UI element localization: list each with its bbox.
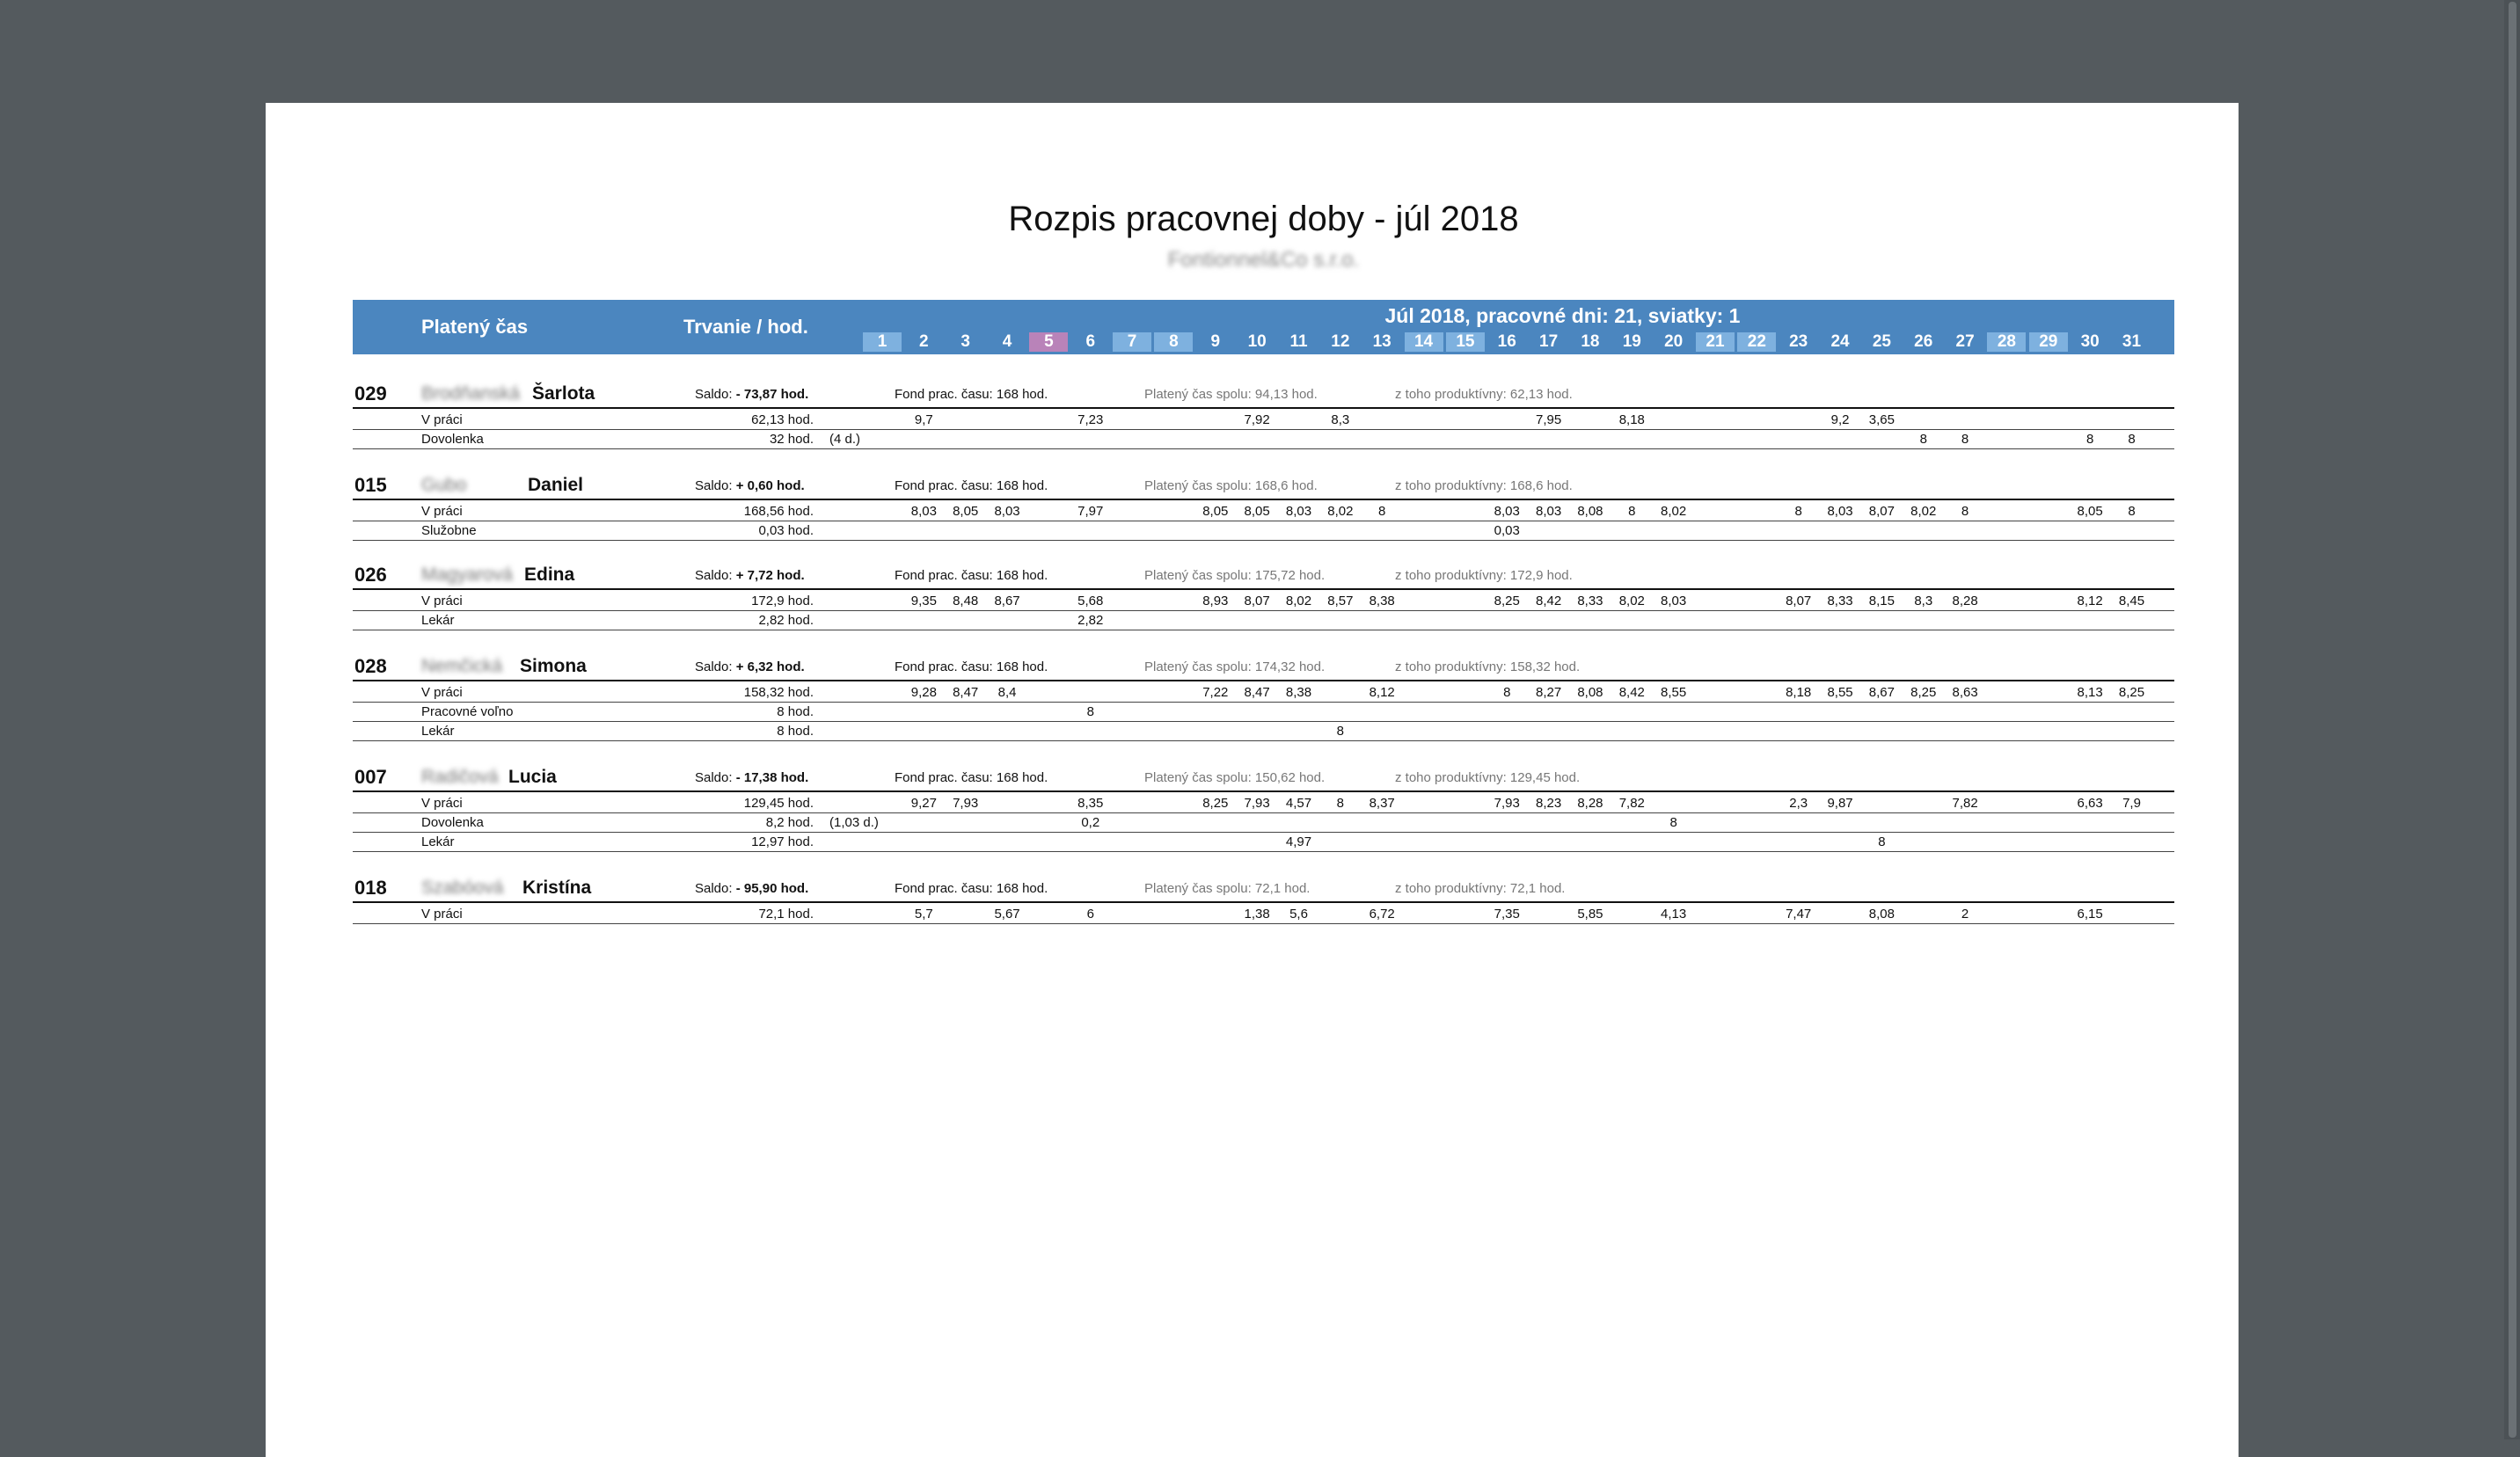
table-row xyxy=(353,812,2174,833)
day-value: 8,63 xyxy=(1952,685,1978,700)
row-label: Dovolenka xyxy=(421,815,484,830)
table-row xyxy=(353,832,2174,852)
day-value: 8,05 xyxy=(1202,504,1229,519)
day-value: 9,2 xyxy=(1830,412,1850,427)
day-value: 8,18 xyxy=(1618,412,1645,427)
report-title: Rozpis pracovnej doby - júl 2018 xyxy=(1008,200,1519,238)
day-value: 8,37 xyxy=(1369,796,1395,811)
day-value: 7,93 xyxy=(1494,796,1520,811)
day-value: 8,08 xyxy=(1868,907,1895,922)
employee-first-name: Edina xyxy=(524,565,575,585)
employee-number: 026 xyxy=(354,564,387,586)
day-value: 6,63 xyxy=(2077,796,2103,811)
header-day-5: 5 xyxy=(1029,332,1068,352)
employee-saldo xyxy=(695,478,805,493)
table-row xyxy=(353,702,2174,722)
employee-number: 028 xyxy=(354,655,387,677)
header-paid-time: Platený čas xyxy=(421,316,529,338)
header-day-29: 29 xyxy=(2029,332,2068,352)
table-row xyxy=(353,682,2174,703)
header-day-4: 4 xyxy=(1002,332,1012,351)
day-value: 9,35 xyxy=(910,594,937,608)
document-page xyxy=(266,103,2239,1457)
header-duration: Trvanie / hod. xyxy=(683,316,808,338)
employee-first-name: Simona xyxy=(520,656,587,676)
day-value: 8,25 xyxy=(1910,685,1937,700)
day-value: 7,9 xyxy=(2122,796,2141,811)
day-value: 2,3 xyxy=(1789,796,1808,811)
day-value: 6 xyxy=(1086,907,1094,922)
row-total: 172,9 hod. xyxy=(751,594,814,608)
employee-fond: Fond prac. času: 168 hod. xyxy=(895,568,1048,583)
employee-header xyxy=(353,764,2174,792)
employee-first-name: Daniel xyxy=(528,475,584,495)
day-value: 8,42 xyxy=(1618,685,1645,700)
day-value: 8 xyxy=(1336,796,1345,811)
day-value: 5,7 xyxy=(914,907,933,922)
header-day-9: 9 xyxy=(1210,332,1221,351)
day-value: 8,02 xyxy=(1285,594,1312,608)
row-total: 0,03 hod. xyxy=(758,523,814,538)
day-value: 8 xyxy=(1669,815,1677,830)
employee-productive: z toho produktívny: 72,1 hod. xyxy=(1395,881,1566,896)
day-value: 5,68 xyxy=(1077,594,1104,608)
day-value: 8,13 xyxy=(2077,685,2103,700)
employee-fond: Fond prac. času: 168 hod. xyxy=(895,659,1048,674)
employee-number: 029 xyxy=(354,382,387,404)
day-value: 8,07 xyxy=(1786,594,1812,608)
row-label: V práci xyxy=(421,594,463,608)
day-value: 8,25 xyxy=(2118,685,2145,700)
employee-header xyxy=(353,381,2174,409)
header-day-8: 8 xyxy=(1154,332,1193,352)
day-value: 8,4 xyxy=(997,685,1017,700)
day-value: 2,82 xyxy=(1077,613,1104,628)
day-value: 7,97 xyxy=(1077,504,1104,519)
table-header xyxy=(353,300,2174,354)
row-label: Pracovné voľno xyxy=(421,704,514,719)
employee-saldo xyxy=(695,881,808,896)
header-day-15: 15 xyxy=(1446,332,1485,352)
row-label: V práci xyxy=(421,907,463,922)
day-value: 8,38 xyxy=(1369,594,1395,608)
day-value: 8,27 xyxy=(1535,685,1562,700)
day-value: 6,15 xyxy=(2077,907,2103,922)
day-value: 8,55 xyxy=(1827,685,1853,700)
saldo-value: + 6,32 hod. xyxy=(732,659,805,674)
day-value: 8,02 xyxy=(1661,504,1687,519)
header-day-13: 13 xyxy=(1372,332,1391,351)
saldo-label: Saldo: xyxy=(695,568,733,583)
day-value: 1,38 xyxy=(1244,907,1270,922)
day-value: 9,28 xyxy=(910,685,937,700)
day-value: 4,57 xyxy=(1285,796,1312,811)
day-value: 8,33 xyxy=(1577,594,1603,608)
day-value: 8,03 xyxy=(1535,504,1562,519)
header-day-10: 10 xyxy=(1247,332,1267,351)
employee-saldo xyxy=(695,659,805,674)
employee-number: 007 xyxy=(354,766,387,788)
row-label: Lekár xyxy=(421,724,455,739)
employee-paid-total: Platený čas spolu: 174,32 hod. xyxy=(1144,659,1326,674)
row-label: Lekár xyxy=(421,613,455,628)
header-day-17: 17 xyxy=(1539,332,1559,351)
day-value: 8,03 xyxy=(1661,594,1687,608)
day-value: 9,87 xyxy=(1827,796,1853,811)
day-value: 8,02 xyxy=(1327,504,1354,519)
day-value: 8,12 xyxy=(2077,594,2103,608)
company-name: Fontionnel&Co s.r.o. xyxy=(1167,248,1360,272)
day-value: 8 xyxy=(1086,704,1094,719)
day-value: 4,97 xyxy=(1285,834,1312,849)
employee-productive: z toho produktívny: 158,32 hod. xyxy=(1395,659,1581,674)
day-value: 8,67 xyxy=(1868,685,1895,700)
day-value: 7,93 xyxy=(953,796,979,811)
day-value: 7,82 xyxy=(1618,796,1645,811)
employee-first-name: Kristína xyxy=(522,878,592,898)
row-label: V práci xyxy=(421,412,463,427)
employee-paid-total: Platený čas spolu: 175,72 hod. xyxy=(1144,568,1326,583)
row-label: Dovolenka xyxy=(421,432,484,447)
employee-surname: Radičová xyxy=(421,767,499,787)
employee-paid-total: Platený čas spolu: 168,6 hod. xyxy=(1144,478,1318,493)
scrollbar-thumb[interactable] xyxy=(2509,2,2516,1438)
day-value: 8,48 xyxy=(953,594,979,608)
day-value: 8,03 xyxy=(1285,504,1312,519)
row-total: 62,13 hod. xyxy=(751,412,814,427)
row-total: 8 hod. xyxy=(777,704,814,719)
header-day-30: 30 xyxy=(2080,332,2100,351)
employee-surname: Magyarová xyxy=(421,565,513,585)
employee-saldo xyxy=(695,387,808,402)
day-value: 8,67 xyxy=(994,594,1020,608)
header-day-20: 20 xyxy=(1664,332,1684,351)
header-day-6: 6 xyxy=(1085,332,1096,351)
employee-fond: Fond prac. času: 168 hod. xyxy=(895,770,1048,785)
day-value: 8,42 xyxy=(1535,594,1562,608)
header-day-31: 31 xyxy=(2122,332,2142,351)
employee-saldo xyxy=(695,770,808,785)
day-value: 7,92 xyxy=(1244,412,1270,427)
day-value: 8,05 xyxy=(1244,504,1270,519)
day-value: 8,05 xyxy=(2077,504,2103,519)
day-value: 7,23 xyxy=(1077,412,1104,427)
row-total: 168,56 hod. xyxy=(743,504,814,519)
day-value: 8,25 xyxy=(1494,594,1520,608)
day-value: 8 xyxy=(1961,504,1969,519)
employee-first-name: Šarlota xyxy=(532,383,595,404)
header-day-7: 7 xyxy=(1113,332,1151,352)
table-row xyxy=(353,591,2174,611)
employee-saldo xyxy=(695,568,805,583)
header-day-11: 11 xyxy=(1289,332,1308,351)
day-value: 8,28 xyxy=(1952,594,1978,608)
day-value: 3,65 xyxy=(1868,412,1895,427)
header-day-22: 22 xyxy=(1737,332,1776,352)
employee-paid-total: Platený čas spolu: 72,1 hod. xyxy=(1144,881,1311,896)
table-row xyxy=(353,793,2174,813)
employee-productive: z toho produktívny: 172,9 hod. xyxy=(1395,568,1573,583)
day-value: 8 xyxy=(1794,504,1802,519)
day-value: 8 xyxy=(1378,504,1386,519)
day-value: 8,05 xyxy=(953,504,979,519)
day-value: 5,67 xyxy=(994,907,1020,922)
day-value: 7,95 xyxy=(1535,412,1562,427)
day-value: 0,03 xyxy=(1494,523,1520,538)
saldo-label: Saldo: xyxy=(695,881,733,896)
row-label: V práci xyxy=(421,796,463,811)
header-day-28: 28 xyxy=(1987,332,2026,352)
day-value: 5,6 xyxy=(1289,907,1308,922)
day-value: 8,28 xyxy=(1577,796,1603,811)
day-value: 8,45 xyxy=(2118,594,2145,608)
header-day-3: 3 xyxy=(961,332,970,351)
day-value: 8,23 xyxy=(1535,796,1562,811)
saldo-value: + 0,60 hod. xyxy=(732,478,805,493)
header-day-16: 16 xyxy=(1497,332,1516,351)
header-day-26: 26 xyxy=(1914,332,1933,351)
employee-header xyxy=(353,472,2174,500)
day-value: 8 xyxy=(2085,432,2094,447)
header-day-18: 18 xyxy=(1581,332,1600,351)
saldo-value: - 17,38 hod. xyxy=(732,770,809,785)
employee-surname: Gubo xyxy=(421,475,467,495)
day-value: 8,15 xyxy=(1868,594,1895,608)
day-value: 0,2 xyxy=(1081,815,1100,830)
day-value: 8,35 xyxy=(1077,796,1104,811)
employee-fond: Fond prac. času: 168 hod. xyxy=(895,881,1048,896)
day-value: 8,02 xyxy=(1618,594,1645,608)
day-value: 8,25 xyxy=(1202,796,1229,811)
employee-header xyxy=(353,562,2174,590)
employee-surname: Brodňanská xyxy=(421,383,521,404)
employee-paid-total: Platený čas spolu: 94,13 hod. xyxy=(1144,387,1318,402)
employee-fond: Fond prac. času: 168 hod. xyxy=(895,478,1048,493)
day-value: 8,57 xyxy=(1327,594,1354,608)
scrollbar-track[interactable] xyxy=(2504,0,2520,1439)
table-row xyxy=(353,904,2174,924)
row-total: 72,1 hod. xyxy=(758,907,814,922)
saldo-value: - 95,90 hod. xyxy=(732,881,809,896)
employee-number: 015 xyxy=(354,474,387,496)
header-month-info: Júl 2018, pracovné dni: 21, sviatky: 1 xyxy=(1384,304,1741,327)
header-day-1: 1 xyxy=(863,332,902,352)
day-value: 8,93 xyxy=(1202,594,1229,608)
day-value: 6,72 xyxy=(1369,907,1395,922)
row-label: V práci xyxy=(421,504,463,519)
day-value: 4,13 xyxy=(1661,907,1687,922)
header-day-12: 12 xyxy=(1331,332,1350,351)
table-row xyxy=(353,721,2174,741)
employee-productive: z toho produktívny: 62,13 hod. xyxy=(1395,387,1573,402)
saldo-label: Saldo: xyxy=(695,770,733,785)
employee-productive: z toho produktívny: 168,6 hod. xyxy=(1395,478,1573,493)
day-value: 8,03 xyxy=(994,504,1020,519)
day-value: 7,35 xyxy=(1494,907,1520,922)
saldo-value: - 73,87 hod. xyxy=(732,387,809,402)
table-row xyxy=(353,429,2174,449)
employee-paid-total: Platený čas spolu: 150,62 hod. xyxy=(1144,770,1326,785)
row-total: 129,45 hod. xyxy=(743,796,814,811)
day-value: 8 xyxy=(1628,504,1636,519)
day-value: 8,3 xyxy=(1914,594,1933,608)
day-value: 8 xyxy=(2128,432,2136,447)
day-value: 8 xyxy=(1961,432,1969,447)
day-value: 8,33 xyxy=(1827,594,1853,608)
day-value: 8,07 xyxy=(1868,504,1895,519)
day-value: 8 xyxy=(1878,834,1886,849)
day-value: 8,08 xyxy=(1577,504,1603,519)
day-value: 8 xyxy=(2128,504,2136,519)
header-day-2: 2 xyxy=(919,332,929,351)
row-total: 8,2 hod. xyxy=(765,815,814,830)
day-value: 5,85 xyxy=(1577,907,1603,922)
table-row xyxy=(353,410,2174,430)
employee-number: 018 xyxy=(354,877,387,899)
header-day-25: 25 xyxy=(1872,332,1891,351)
row-days-count: (4 d.) xyxy=(829,432,861,447)
day-value: 8,38 xyxy=(1285,685,1312,700)
row-total: 32 hod. xyxy=(769,432,814,447)
day-value: 7,47 xyxy=(1786,907,1812,922)
row-total: 8 hod. xyxy=(777,724,814,739)
day-value: 8,03 xyxy=(1827,504,1853,519)
table-row xyxy=(353,501,2174,521)
row-total: 2,82 hod. xyxy=(758,613,814,628)
day-value: 8,07 xyxy=(1244,594,1270,608)
saldo-label: Saldo: xyxy=(695,659,733,674)
day-value: 9,27 xyxy=(910,796,937,811)
header-day-24: 24 xyxy=(1830,332,1850,351)
day-value: 8,3 xyxy=(1331,412,1350,427)
employee-productive: z toho produktívny: 129,45 hod. xyxy=(1395,770,1581,785)
day-value: 8,03 xyxy=(910,504,937,519)
day-value: 7,82 xyxy=(1952,796,1978,811)
day-value: 8 xyxy=(1336,724,1345,739)
day-value: 9,7 xyxy=(914,412,933,427)
header-day-19: 19 xyxy=(1622,332,1641,351)
employee-surname: Nemčická xyxy=(421,656,503,676)
day-value: 8 xyxy=(1919,432,1927,447)
day-value: 8,47 xyxy=(1244,685,1270,700)
day-value: 2 xyxy=(1961,907,1969,922)
employee-fond: Fond prac. času: 168 hod. xyxy=(895,387,1048,402)
day-value: 8,55 xyxy=(1661,685,1687,700)
day-value: 7,22 xyxy=(1202,685,1229,700)
day-value: 8,08 xyxy=(1577,685,1603,700)
row-label: Služobne xyxy=(421,523,477,538)
row-total: 12,97 hod. xyxy=(751,834,814,849)
day-value: 8,02 xyxy=(1910,504,1937,519)
row-label: V práci xyxy=(421,685,463,700)
day-value: 7,93 xyxy=(1244,796,1270,811)
saldo-label: Saldo: xyxy=(695,478,733,493)
employee-surname: Szabóová xyxy=(421,878,504,898)
saldo-label: Saldo: xyxy=(695,387,733,402)
day-value: 8 xyxy=(1503,685,1511,700)
header-day-27: 27 xyxy=(1955,332,1975,351)
employee-header xyxy=(353,875,2174,903)
table-row xyxy=(353,521,2174,541)
day-value: 8,03 xyxy=(1494,504,1520,519)
header-day-23: 23 xyxy=(1789,332,1808,351)
day-value: 8,47 xyxy=(953,685,979,700)
employee-first-name: Lucia xyxy=(508,767,557,787)
employee-header xyxy=(353,653,2174,681)
day-value: 8,18 xyxy=(1786,685,1812,700)
row-days-count: (1,03 d.) xyxy=(829,815,879,830)
row-label: Lekár xyxy=(421,834,455,849)
row-total: 158,32 hod. xyxy=(743,685,814,700)
saldo-value: + 7,72 hod. xyxy=(732,568,805,583)
header-day-14: 14 xyxy=(1405,332,1443,352)
day-value: 8,12 xyxy=(1369,685,1395,700)
table-row xyxy=(353,610,2174,630)
header-day-21: 21 xyxy=(1696,332,1735,352)
